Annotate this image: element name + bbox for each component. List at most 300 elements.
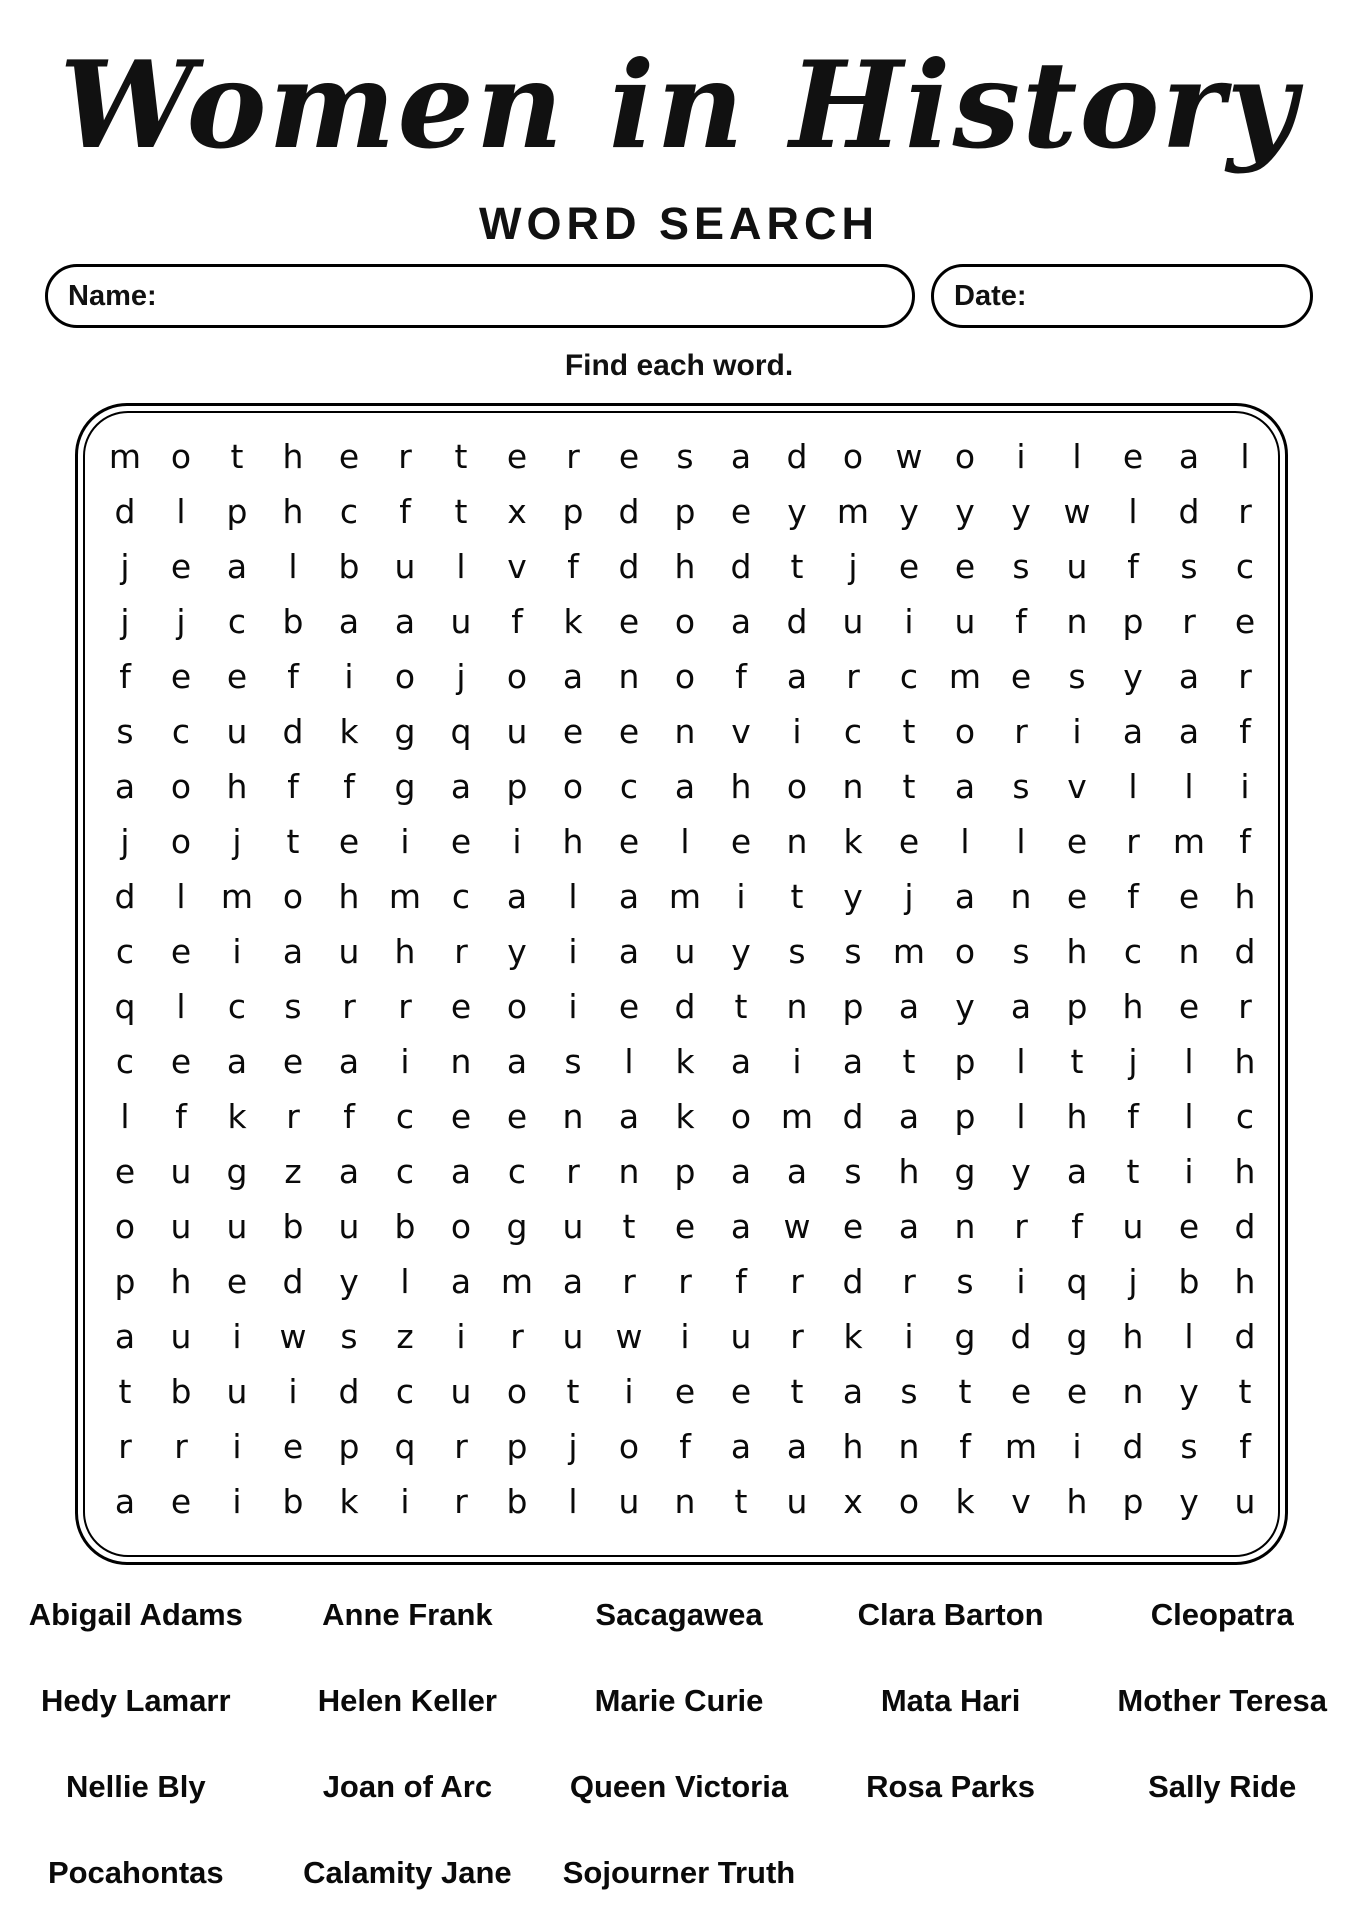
grid-letter[interactable]: f [959, 1427, 971, 1466]
grid-letter[interactable]: a [450, 767, 472, 806]
grid-letter[interactable]: s [1012, 767, 1030, 806]
grid-letter[interactable]: j [1128, 1042, 1138, 1081]
grid-letter[interactable]: o [506, 987, 528, 1026]
grid-letter[interactable]: t [958, 1372, 972, 1411]
grid-letter[interactable]: l [1184, 1042, 1194, 1081]
grid-letter[interactable]: u [618, 1482, 640, 1521]
grid-letter[interactable]: y [339, 1262, 359, 1301]
grid-letter[interactable]: e [1122, 437, 1144, 476]
grid-letter[interactable]: o [114, 1207, 136, 1246]
grid-letter[interactable]: p [1122, 602, 1144, 641]
grid-letter[interactable]: q [450, 712, 472, 751]
grid-letter[interactable]: r [566, 1152, 580, 1191]
grid-letter[interactable]: d [1234, 932, 1256, 971]
grid-letter[interactable]: t [902, 1042, 916, 1081]
grid-letter[interactable]: e [170, 657, 192, 696]
grid-letter[interactable]: p [842, 987, 864, 1026]
grid-letter[interactable]: r [622, 1262, 636, 1301]
grid-letter[interactable]: f [679, 1427, 691, 1466]
grid-letter[interactable]: t [454, 437, 468, 476]
grid-letter[interactable]: b [1178, 1262, 1200, 1301]
grid-letter[interactable]: a [338, 602, 360, 641]
grid-letter[interactable]: l [680, 822, 690, 861]
grid-letter[interactable]: q [114, 987, 136, 1026]
grid-letter[interactable]: e [674, 1372, 696, 1411]
grid-letter[interactable]: g [394, 712, 416, 751]
grid-letter[interactable]: d [114, 492, 136, 531]
grid-letter[interactable]: j [176, 602, 186, 641]
grid-letter[interactable]: e [338, 437, 360, 476]
grid-letter[interactable]: l [456, 547, 466, 586]
grid-letter[interactable]: k [339, 1482, 359, 1521]
grid-letter[interactable]: c [171, 712, 191, 751]
grid-letter[interactable]: m [108, 437, 142, 476]
grid-letter[interactable]: n [954, 1207, 976, 1246]
grid-letter[interactable]: j [848, 547, 858, 586]
grid-letter[interactable]: l [1240, 437, 1250, 476]
grid-letter[interactable]: b [170, 1372, 192, 1411]
grid-letter[interactable]: y [1011, 1152, 1031, 1191]
grid-letter[interactable]: f [1239, 712, 1251, 751]
grid-letter[interactable]: j [232, 822, 242, 861]
grid-letter[interactable]: e [506, 1097, 528, 1136]
grid-letter[interactable]: u [170, 1207, 192, 1246]
grid-letter[interactable]: m [500, 1262, 534, 1301]
grid-letter[interactable]: e [1066, 822, 1088, 861]
grid-letter[interactable]: l [568, 1482, 578, 1521]
grid-letter[interactable]: l [568, 877, 578, 916]
grid-letter[interactable]: r [398, 437, 412, 476]
grid-letter[interactable]: s [564, 1042, 582, 1081]
grid-letter[interactable]: f [1239, 822, 1251, 861]
grid-letter[interactable]: u [338, 932, 360, 971]
grid-letter[interactable]: s [1012, 932, 1030, 971]
grid-letter[interactable]: h [1122, 987, 1144, 1026]
grid-letter[interactable]: a [786, 1427, 808, 1466]
grid-letter[interactable]: m [948, 657, 982, 696]
grid-letter[interactable]: c [507, 1152, 527, 1191]
grid-letter[interactable]: d [1234, 1317, 1256, 1356]
grid-letter[interactable]: l [288, 547, 298, 586]
grid-letter[interactable]: e [170, 1482, 192, 1521]
grid-letter[interactable]: o [674, 602, 696, 641]
grid-letter[interactable]: a [898, 987, 920, 1026]
grid-letter[interactable]: p [562, 492, 584, 531]
grid-letter[interactable]: l [1016, 1097, 1026, 1136]
grid-letter[interactable]: i [344, 657, 354, 696]
grid-letter[interactable]: l [624, 1042, 634, 1081]
grid-letter[interactable]: k [843, 822, 863, 861]
grid-letter[interactable]: e [954, 547, 976, 586]
grid-letter[interactable]: b [338, 547, 360, 586]
grid-letter[interactable]: l [1184, 767, 1194, 806]
grid-letter[interactable]: o [954, 437, 976, 476]
grid-letter[interactable]: a [1178, 437, 1200, 476]
grid-letter[interactable]: o [170, 822, 192, 861]
grid-letter[interactable]: c [395, 1372, 415, 1411]
grid-letter[interactable]: i [736, 877, 746, 916]
grid-letter[interactable]: e [170, 1042, 192, 1081]
grid-letter[interactable]: u [954, 602, 976, 641]
grid-letter[interactable]: i [232, 1317, 242, 1356]
grid-letter[interactable]: e [282, 1427, 304, 1466]
grid-letter[interactable]: a [842, 1372, 864, 1411]
grid-letter[interactable]: t [622, 1207, 636, 1246]
grid-letter[interactable]: c [1235, 1097, 1255, 1136]
grid-letter[interactable]: b [282, 1207, 304, 1246]
grid-letter[interactable]: a [730, 1427, 752, 1466]
grid-letter[interactable]: s [788, 932, 806, 971]
grid-letter[interactable]: g [954, 1152, 976, 1191]
grid-letter[interactable]: n [1178, 932, 1200, 971]
grid-letter[interactable]: h [730, 767, 752, 806]
grid-letter[interactable]: i [288, 1372, 298, 1411]
grid-letter[interactable]: a [338, 1152, 360, 1191]
grid-letter[interactable]: f [343, 767, 355, 806]
grid-letter[interactable]: a [114, 767, 136, 806]
grid-letter[interactable]: i [456, 1317, 466, 1356]
grid-letter[interactable]: f [567, 547, 579, 586]
grid-letter[interactable]: p [506, 767, 528, 806]
grid-letter[interactable]: i [568, 932, 578, 971]
grid-letter[interactable]: a [226, 1042, 248, 1081]
grid-letter[interactable]: a [898, 1207, 920, 1246]
grid-letter[interactable]: d [786, 437, 808, 476]
grid-letter[interactable]: p [674, 1152, 696, 1191]
grid-letter[interactable]: a [114, 1317, 136, 1356]
grid-letter[interactable]: m [836, 492, 870, 531]
grid-letter[interactable]: a [730, 1042, 752, 1081]
grid-letter[interactable]: a [562, 1262, 584, 1301]
grid-letter[interactable]: o [170, 437, 192, 476]
grid-letter[interactable]: b [282, 1482, 304, 1521]
grid-letter[interactable]: j [120, 602, 130, 641]
grid-letter[interactable]: l [960, 822, 970, 861]
grid-letter[interactable]: e [618, 712, 640, 751]
grid-letter[interactable]: y [731, 932, 751, 971]
name-field[interactable] [45, 264, 915, 328]
grid-letter[interactable]: i [232, 1427, 242, 1466]
grid-letter[interactable]: r [1014, 712, 1028, 751]
grid-letter[interactable]: l [176, 877, 186, 916]
grid-letter[interactable]: l [1128, 492, 1138, 531]
grid-letter[interactable]: o [786, 767, 808, 806]
grid-letter[interactable]: f [1127, 547, 1139, 586]
grid-letter[interactable]: i [680, 1317, 690, 1356]
grid-letter[interactable]: a [1010, 987, 1032, 1026]
grid-letter[interactable]: a [786, 1152, 808, 1191]
grid-letter[interactable]: d [1234, 1207, 1256, 1246]
grid-letter[interactable]: u [394, 547, 416, 586]
grid-letter[interactable]: s [676, 437, 694, 476]
grid-letter[interactable]: i [1184, 1152, 1194, 1191]
grid-letter[interactable]: p [954, 1042, 976, 1081]
grid-letter[interactable]: e [170, 932, 192, 971]
grid-letter[interactable]: e [1066, 1372, 1088, 1411]
grid-letter[interactable]: e [338, 822, 360, 861]
grid-letter[interactable]: f [175, 1097, 187, 1136]
grid-letter[interactable]: m [780, 1097, 814, 1136]
grid-letter[interactable]: w [783, 1207, 811, 1246]
grid-letter[interactable]: e [1178, 987, 1200, 1026]
grid-letter[interactable]: c [115, 932, 135, 971]
grid-letter[interactable]: h [842, 1427, 864, 1466]
grid-letter[interactable]: o [394, 657, 416, 696]
grid-letter[interactable]: f [1015, 602, 1027, 641]
grid-letter[interactable]: a [562, 657, 584, 696]
grid-letter[interactable]: m [1004, 1427, 1038, 1466]
grid-letter[interactable]: s [340, 1317, 358, 1356]
grid-letter[interactable]: i [400, 822, 410, 861]
grid-letter[interactable]: n [674, 1482, 696, 1521]
grid-letter[interactable]: n [618, 1152, 640, 1191]
grid-letter[interactable]: b [394, 1207, 416, 1246]
grid-letter[interactable]: h [394, 932, 416, 971]
grid-letter[interactable]: a [730, 602, 752, 641]
grid-letter[interactable]: n [842, 767, 864, 806]
grid-letter[interactable]: f [287, 657, 299, 696]
grid-letter[interactable]: u [170, 1317, 192, 1356]
grid-letter[interactable]: g [1066, 1317, 1088, 1356]
grid-letter[interactable]: f [735, 657, 747, 696]
grid-letter[interactable]: b [282, 602, 304, 641]
grid-letter[interactable]: a [1066, 1152, 1088, 1191]
grid-letter[interactable]: p [954, 1097, 976, 1136]
grid-letter[interactable]: r [118, 1427, 132, 1466]
grid-letter[interactable]: h [674, 547, 696, 586]
grid-letter[interactable]: n [786, 987, 808, 1026]
grid-letter[interactable]: i [904, 1317, 914, 1356]
grid-letter[interactable]: d [1178, 492, 1200, 531]
grid-letter[interactable]: o [562, 767, 584, 806]
grid-letter[interactable]: y [787, 492, 807, 531]
grid-letter[interactable]: x [507, 492, 527, 531]
grid-letter[interactable]: i [232, 932, 242, 971]
grid-letter[interactable]: j [904, 877, 914, 916]
grid-letter[interactable]: y [955, 987, 975, 1026]
grid-letter[interactable]: t [118, 1372, 132, 1411]
grid-letter[interactable]: f [1127, 1097, 1139, 1136]
grid-letter[interactable]: t [1070, 1042, 1084, 1081]
grid-letter[interactable]: a [394, 602, 416, 641]
grid-letter[interactable]: t [1238, 1372, 1252, 1411]
grid-letter[interactable]: a [618, 877, 640, 916]
grid-letter[interactable]: e [450, 987, 472, 1026]
grid-letter[interactable]: o [450, 1207, 472, 1246]
grid-letter[interactable]: o [898, 1482, 920, 1521]
grid-letter[interactable]: w [615, 1317, 643, 1356]
grid-letter[interactable]: u [674, 932, 696, 971]
grid-letter[interactable]: l [176, 492, 186, 531]
grid-letter[interactable]: e [506, 437, 528, 476]
grid-letter[interactable]: l [1128, 767, 1138, 806]
grid-letter[interactable]: c [451, 877, 471, 916]
grid-letter[interactable]: u [730, 1317, 752, 1356]
grid-letter[interactable]: m [1172, 822, 1206, 861]
grid-letter[interactable]: a [506, 1042, 528, 1081]
grid-letter[interactable]: y [955, 492, 975, 531]
grid-letter[interactable]: a [618, 1097, 640, 1136]
grid-letter[interactable]: i [792, 712, 802, 751]
grid-letter[interactable]: d [674, 987, 696, 1026]
grid-letter[interactable]: o [170, 767, 192, 806]
grid-letter[interactable]: r [790, 1262, 804, 1301]
grid-letter[interactable]: c [227, 602, 247, 641]
grid-letter[interactable]: r [398, 987, 412, 1026]
grid-letter[interactable]: e [282, 1042, 304, 1081]
grid-letter[interactable]: c [1123, 932, 1143, 971]
grid-letter[interactable]: i [400, 1042, 410, 1081]
grid-letter[interactable]: m [220, 877, 254, 916]
grid-letter[interactable]: t [734, 987, 748, 1026]
grid-letter[interactable]: h [282, 437, 304, 476]
grid-letter[interactable]: i [1072, 712, 1082, 751]
grid-letter[interactable]: g [226, 1152, 248, 1191]
grid-letter[interactable]: i [1016, 1262, 1026, 1301]
grid-letter[interactable]: a [1122, 712, 1144, 751]
grid-letter[interactable]: h [1066, 1482, 1088, 1521]
grid-letter[interactable]: f [119, 657, 131, 696]
grid-letter[interactable]: k [675, 1042, 695, 1081]
grid-letter[interactable]: e [898, 822, 920, 861]
grid-letter[interactable]: a [954, 877, 976, 916]
grid-letter[interactable]: r [846, 657, 860, 696]
grid-letter[interactable]: d [842, 1262, 864, 1301]
grid-letter[interactable]: d [338, 1372, 360, 1411]
grid-letter[interactable]: h [1234, 1262, 1256, 1301]
grid-letter[interactable]: p [114, 1262, 136, 1301]
grid-letter[interactable]: f [511, 602, 523, 641]
grid-letter[interactable]: o [618, 1427, 640, 1466]
grid-letter[interactable]: a [954, 767, 976, 806]
grid-letter[interactable]: h [562, 822, 584, 861]
grid-letter[interactable]: v [1067, 767, 1087, 806]
grid-letter[interactable]: h [1234, 1152, 1256, 1191]
grid-letter[interactable]: u [562, 1317, 584, 1356]
grid-letter[interactable]: j [120, 547, 130, 586]
grid-letter[interactable]: l [1072, 437, 1082, 476]
grid-letter[interactable]: l [120, 1097, 130, 1136]
grid-letter[interactable]: w [279, 1317, 307, 1356]
grid-letter[interactable]: u [842, 602, 864, 641]
grid-letter[interactable]: r [454, 1482, 468, 1521]
grid-letter[interactable]: a [226, 547, 248, 586]
grid-letter[interactable]: f [287, 767, 299, 806]
grid-letter[interactable]: a [506, 877, 528, 916]
grid-letter[interactable]: t [566, 1372, 580, 1411]
grid-letter[interactable]: a [450, 1152, 472, 1191]
grid-letter[interactable]: e [1234, 602, 1256, 641]
grid-letter[interactable]: h [338, 877, 360, 916]
grid-letter[interactable]: v [1011, 1482, 1031, 1521]
grid-letter[interactable]: u [1122, 1207, 1144, 1246]
grid-letter[interactable]: u [506, 712, 528, 751]
grid-letter[interactable]: i [624, 1372, 634, 1411]
grid-letter[interactable]: l [1184, 1097, 1194, 1136]
grid-letter[interactable]: e [450, 822, 472, 861]
grid-letter[interactable]: u [226, 1207, 248, 1246]
grid-letter[interactable]: r [1014, 1207, 1028, 1246]
grid-letter[interactable]: l [400, 1262, 410, 1301]
grid-letter[interactable]: q [1066, 1262, 1088, 1301]
grid-letter[interactable]: v [731, 712, 751, 751]
grid-letter[interactable]: o [282, 877, 304, 916]
grid-letter[interactable]: n [450, 1042, 472, 1081]
grid-letter[interactable]: f [399, 492, 411, 531]
grid-letter[interactable]: c [619, 767, 639, 806]
grid-letter[interactable]: o [674, 657, 696, 696]
date-field[interactable] [931, 264, 1313, 328]
grid-letter[interactable]: j [120, 822, 130, 861]
grid-letter[interactable]: d [282, 1262, 304, 1301]
grid-letter[interactable]: d [730, 547, 752, 586]
grid-letter[interactable]: s [1012, 547, 1030, 586]
grid-letter[interactable]: r [1126, 822, 1140, 861]
grid-letter[interactable]: u [170, 1152, 192, 1191]
grid-letter[interactable]: u [450, 602, 472, 641]
grid-letter[interactable]: u [562, 1207, 584, 1246]
grid-letter[interactable]: r [286, 1097, 300, 1136]
grid-letter[interactable]: c [227, 987, 247, 1026]
grid-letter[interactable]: e [1010, 1372, 1032, 1411]
grid-letter[interactable]: q [394, 1427, 416, 1466]
grid-letter[interactable]: s [900, 1372, 918, 1411]
grid-letter[interactable]: y [899, 492, 919, 531]
grid-letter[interactable]: i [792, 1042, 802, 1081]
grid-letter[interactable]: a [114, 1482, 136, 1521]
grid-letter[interactable]: d [618, 492, 640, 531]
grid-letter[interactable]: a [674, 767, 696, 806]
grid-letter[interactable]: e [170, 547, 192, 586]
grid-letter[interactable]: c [395, 1097, 415, 1136]
grid-letter[interactable]: a [618, 932, 640, 971]
grid-letter[interactable]: t [902, 767, 916, 806]
grid-letter[interactable]: a [450, 1262, 472, 1301]
grid-letter[interactable]: s [1180, 1427, 1198, 1466]
grid-letter[interactable]: r [510, 1317, 524, 1356]
grid-letter[interactable]: k [955, 1482, 975, 1521]
grid-letter[interactable]: e [1178, 877, 1200, 916]
grid-letter[interactable]: s [1068, 657, 1086, 696]
grid-letter[interactable]: s [1180, 547, 1198, 586]
grid-letter[interactable]: t [454, 492, 468, 531]
grid-letter[interactable]: o [842, 437, 864, 476]
grid-letter[interactable]: e [898, 547, 920, 586]
grid-letter[interactable]: c [843, 712, 863, 751]
grid-letter[interactable]: h [170, 1262, 192, 1301]
grid-letter[interactable]: p [506, 1427, 528, 1466]
grid-letter[interactable]: k [843, 1317, 863, 1356]
grid-letter[interactable]: g [506, 1207, 528, 1246]
grid-letter[interactable]: y [507, 932, 527, 971]
grid-letter[interactable]: r [342, 987, 356, 1026]
grid-letter[interactable]: x [843, 1482, 863, 1521]
grid-letter[interactable]: e [1066, 877, 1088, 916]
grid-letter[interactable]: d [786, 602, 808, 641]
grid-letter[interactable]: i [1240, 767, 1250, 806]
grid-letter[interactable]: r [902, 1262, 916, 1301]
grid-letter[interactable]: h [226, 767, 248, 806]
grid-letter[interactable]: o [730, 1097, 752, 1136]
grid-letter[interactable]: c [899, 657, 919, 696]
grid-letter[interactable]: e [226, 1262, 248, 1301]
grid-letter[interactable]: r [1238, 657, 1252, 696]
grid-letter[interactable]: n [1010, 877, 1032, 916]
grid-letter[interactable]: t [790, 877, 804, 916]
grid-letter[interactable]: s [284, 987, 302, 1026]
grid-letter[interactable]: i [1016, 437, 1026, 476]
grid-letter[interactable]: n [674, 712, 696, 751]
